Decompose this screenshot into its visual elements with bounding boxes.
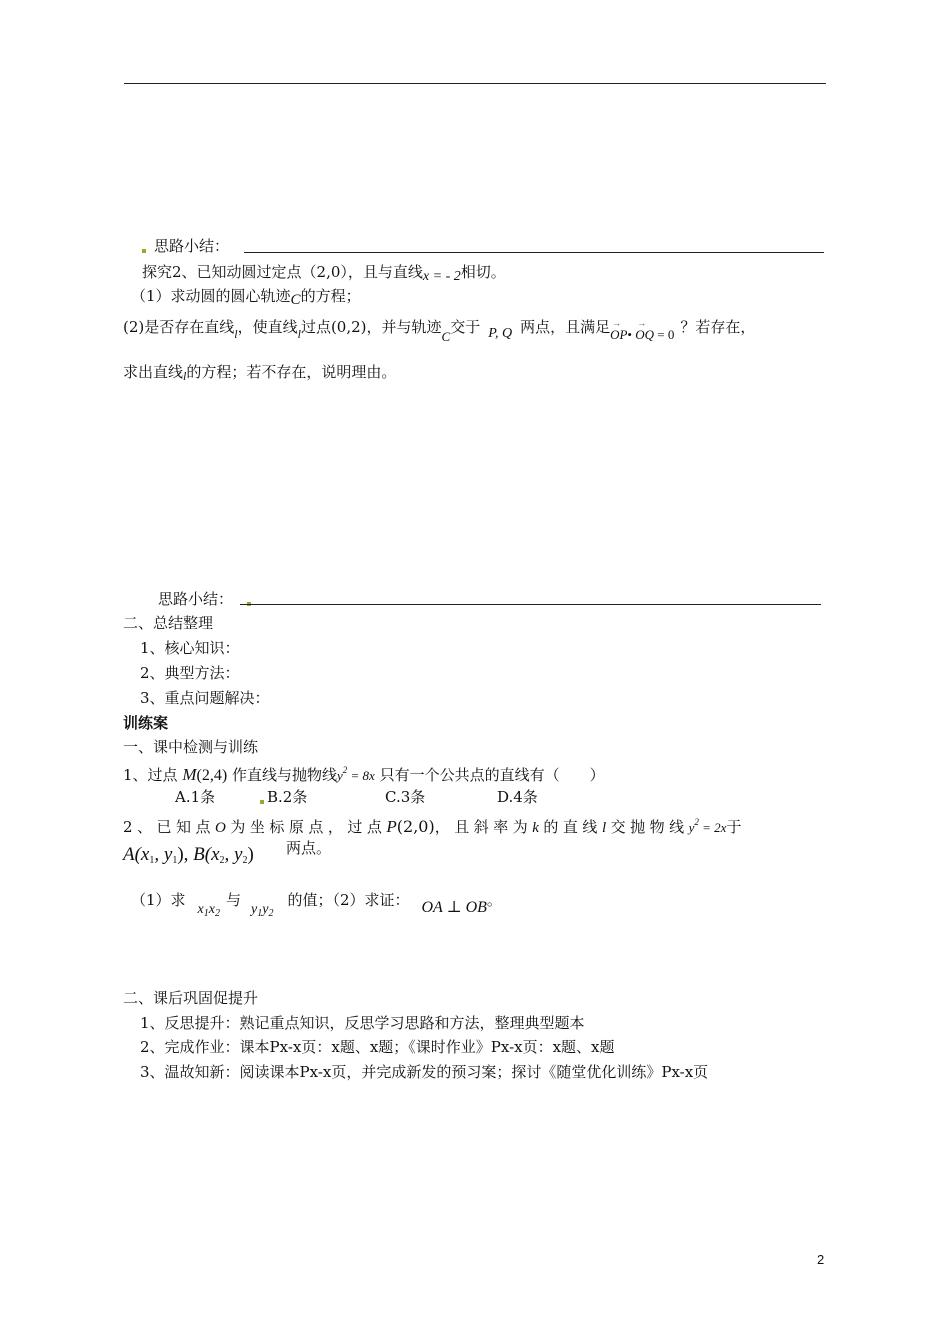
problem-2 [123,812,746,838]
var-k: k [532,820,544,836]
p2-text-b: 为坐标原点，过点 [230,818,387,836]
p2q-text-c: 的值；（2）求证： [287,891,410,909]
summary-line-1 [142,236,229,256]
explore2-question-1 [131,286,361,310]
p2-text-e: 交抛物线 [610,818,689,836]
var-O: O [215,820,231,836]
summary-label: 思路小结： [154,237,230,255]
header-rule [124,83,826,84]
q2-text-h: 的方程；若不存在，说明理由。 [186,363,397,381]
subscript: 1 [203,908,209,919]
p2q-text-a: （1）求 [131,891,186,909]
q2-text-f: ？若存在， [680,318,756,336]
exponent: 2 [342,765,348,775]
p2-text-d: 的直线 [543,818,602,836]
page-number: 2 [817,1252,825,1267]
vector-OP: → OP [610,325,627,345]
var-P: P [386,817,397,836]
p2-text-a: 2、已知点 [123,818,216,836]
q1-text-end: 的方程； [300,287,361,305]
q2-text-e: 两点，且满足 [520,318,611,336]
point-B-open: (x [204,844,220,865]
point-B-mid: , y [224,844,243,865]
subscript: 1 [257,908,263,919]
choice-b [260,787,307,807]
section2-item-3: 3、重点问题解决： [140,689,270,707]
var-y: y [688,820,695,835]
subscript: 2 [219,855,225,866]
var-l: l [601,820,611,836]
section2-item-1: 1、核心知识： [140,639,240,657]
explore2-text-end: 相切。 [460,263,506,281]
point-M-coord: (2,4) [196,767,228,784]
training-heading: 训练案 [123,714,169,732]
p2q-text-end: 。 [486,891,502,909]
problem-2-questions [131,890,502,924]
section2-heading: 二、总结整理 [123,614,214,632]
var-B: B [188,844,205,865]
vector-OQ: → OQ [635,325,654,345]
explore2-question-2 [123,317,755,347]
dot-operator: • [627,327,632,342]
summary-answer-rule-2 [240,604,821,605]
choice-c: C.3条 [385,788,426,806]
var-y: y [262,902,269,917]
section3-item-2: 2、完成作业：课本Px-x页：x题、x题；《课时作业》Px-x页：x题、x题 [140,1038,615,1056]
perpendicular-statement: OA ⊥ OB [421,899,487,916]
p1-text-c: 只有一个公共点的直线有（ ） [379,766,605,784]
parabola-rhs: = 8x [347,768,375,783]
subscript: 2 [268,908,274,919]
p2-text-c: ，且斜率为 [434,818,533,836]
var-y: y [251,902,258,917]
q2-text-d: 交于 [450,318,481,336]
summary-answer-rule-1 [244,252,824,253]
explore2-text: 探究2、已知动圆过定点（2,0），且与直线 [142,263,423,281]
parabola-rhs: = 2x [698,820,727,835]
problem-2-points [123,843,254,873]
training-subheading: 一、课中检测与训练 [123,738,259,756]
summary-line-2 [158,589,259,609]
problem-1 [123,760,605,786]
var-A: A [123,844,135,865]
section3-heading: 二、课后巩固促提升 [123,989,259,1007]
subscript: 2 [242,855,248,866]
var-x: x [197,902,204,917]
subscript: 2 [214,908,220,919]
subscript: 1 [172,855,178,866]
p2-text-f: 于 [726,818,746,836]
bullet-marker [142,249,146,253]
exponent: 2 [694,817,699,827]
point-B-close: ) [247,844,254,865]
var-l: l [234,327,238,341]
explore2-question-2-cont [123,362,396,386]
point-A-open: (x [134,844,150,865]
equals-zero: = 0 [654,327,675,342]
var-C: C [441,329,451,344]
p1-text-a: 1、过点 [123,766,178,784]
section3-item-3: 3、温故知新：阅读课本Px-x页，并完成新发的预习案；探讨《随堂优化训练》Px-x页 [140,1063,709,1081]
q1-text: （1）求动圆的圆心轨迹 [131,287,291,305]
explore2-intro [142,262,506,287]
var-l: l [183,369,187,383]
choice-a: A.1条 [175,788,216,806]
var-y: y [336,768,343,783]
summary-label: 思路小结： [158,590,234,608]
var-l: l [297,327,301,341]
line-equation: x = - 2 [422,269,461,284]
var-M: M [182,765,197,784]
point-A-close: ), [177,844,189,865]
section2-item-2: 2、典型方法： [140,664,240,682]
var-PQ: P, Q [488,326,513,341]
q2-text-b: ，使直线 [237,318,298,336]
choice-b-label: B.2条 [267,788,308,806]
var-C: C [290,292,301,308]
choice-d: D.4条 [497,788,538,806]
point-P-coord: (2,0) [396,817,435,836]
p1-text-b: 作直线与抛物线 [231,766,337,784]
bullet-marker [260,800,264,804]
var-x: x [208,902,215,917]
problem-2-end: 两点。 [286,839,332,857]
point-A-mid: , y [154,844,173,865]
section3-item-1: 1、反思提升：熟记重点知识，反思学习思路和方法，整理典型题本 [140,1014,585,1032]
subscript: 1 [149,855,155,866]
q2-text-g: 求出直线 [123,363,184,381]
p2q-text-b: 与 [225,891,241,909]
q2-text-c: 过点(0,2)，并与轨迹 [300,318,442,336]
q2-text-a: (2)是否存在直线 [123,318,235,336]
